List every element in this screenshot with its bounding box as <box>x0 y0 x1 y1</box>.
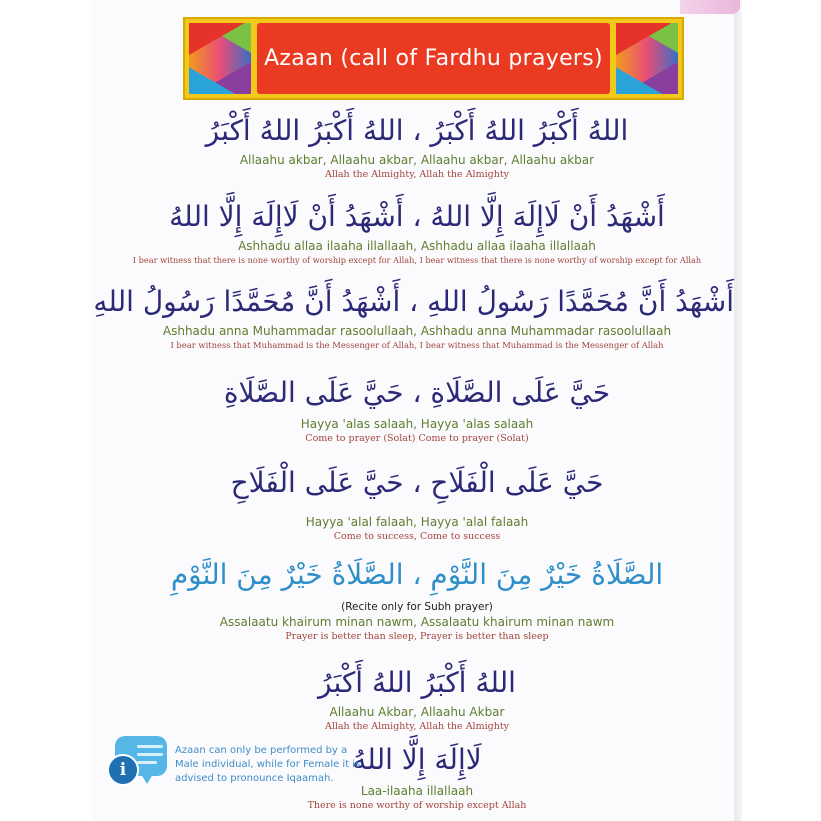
title-banner <box>183 17 684 100</box>
info-icon: i <box>107 754 139 786</box>
arabic-text: الصَّلَاةُ خَيْرٌ مِنَ النَّوْمِ ، الصَّلَاةُ خَيْرٌ مِنَ النَّوْمِ <box>170 558 664 591</box>
transliteration: Ashhadu anna Muhammadar rasoolullaah, Ashhadu anna Muhammadar rasoolullaah <box>162 324 672 338</box>
arabic-text: حَيَّ عَلَى الصَّلَاةِ ، حَيَّ عَلَى الصَّلَاةِ <box>223 376 611 409</box>
recitation-note: (Recite only for Subh prayer) <box>341 601 493 613</box>
meaning: I bear witness that Muhammad is the Messenger of Allah, I bear witness that Muhammad is the Messenger of Allah <box>170 340 664 350</box>
azaan-verse-6 <box>100 558 734 643</box>
info-note <box>175 744 375 786</box>
transliteration: Hayya 'alal falaah, Hayya 'alal falaah <box>305 515 529 529</box>
transliteration: Ashhadu allaa ilaaha illallaah, Ashhadu allaa ilaaha illallaah <box>238 239 596 253</box>
azaan-verse-4 <box>100 376 734 445</box>
arabic-text: أَشْهَدُ أَنْ لَاإِلَهَ إِلَّا اللهُ ، أَشْهَدُ أَنْ لَاإِلَهَ إِلَّا اللهُ <box>169 200 665 233</box>
azaan-verse-2 <box>100 200 734 267</box>
transliteration: Assalaatu khairum minan nawm, Assalaatu khairum minan nawm <box>219 615 615 629</box>
arabic-text: حَيَّ عَلَى الْفَلَاحِ ، حَيَّ عَلَى الْفَلَاحِ <box>230 466 604 499</box>
meaning: Allah the Almighty, Allah the Almighty <box>324 169 510 180</box>
mosaic-decoration-right <box>616 23 678 94</box>
meaning: Allah the Almighty, Allah the Almighty <box>324 721 510 732</box>
meaning: Come to prayer (Solat) Come to prayer (Solat) <box>305 433 529 444</box>
azaan-verse-5 <box>100 466 734 543</box>
transliteration: Laa-ilaaha illallaah <box>360 784 474 798</box>
transliteration: Hayya 'alas salaah, Hayya 'alas salaah <box>300 417 534 431</box>
meaning: Prayer is better than sleep, Prayer is better than sleep <box>285 631 549 642</box>
info-speech-bubble-icon <box>107 736 167 788</box>
info-note-line: advised to pronounce Iqaamah. <box>175 773 334 784</box>
arabic-text: لَاإِلَهَ إِلَّا اللهُ <box>352 743 482 776</box>
arabic-text: اللهُ أَكْبَرُ اللهُ أَكْبَرُ <box>318 666 516 699</box>
info-note-line: Male individual, while for Female it is <box>175 759 361 770</box>
transliteration: Allaahu Akbar, Allaahu Akbar <box>329 705 505 719</box>
arabic-text: اللهُ أَكْبَرُ اللهُ أَكْبَرُ ، اللهُ أَكْبَرُ اللهُ أَكْبَرُ <box>205 114 629 147</box>
meaning: There is none worthy of worship except Allah <box>307 800 527 811</box>
page-edge <box>734 0 742 821</box>
mosaic-decoration-left <box>189 23 251 94</box>
page-title: Azaan (call of Fardhu prayers) <box>257 23 610 94</box>
azaan-verse-1 <box>100 114 734 181</box>
info-note-line: Azaan can only be performed by a <box>175 745 348 756</box>
meaning: Come to success, Come to success <box>333 531 501 542</box>
meaning: I bear witness that there is none worthy of worship except for Allah, I bear witness that there is none worthy of worship except for Allah <box>132 255 702 265</box>
page-tab-decoration <box>680 0 740 14</box>
azaan-verse-7 <box>100 666 734 733</box>
arabic-text: أَشْهَدُ أَنَّ مُحَمَّدًا رَسُولُ اللهِ ، أَشْهَدُ أَنَّ مُحَمَّدًا رَسُولُ اللهِ <box>93 285 734 318</box>
azaan-verse-3 <box>93 285 734 352</box>
transliteration: Allaahu akbar, Allaahu akbar, Allaahu akbar, Allaahu akbar <box>239 153 595 167</box>
speech-bubble-tail <box>141 774 153 784</box>
